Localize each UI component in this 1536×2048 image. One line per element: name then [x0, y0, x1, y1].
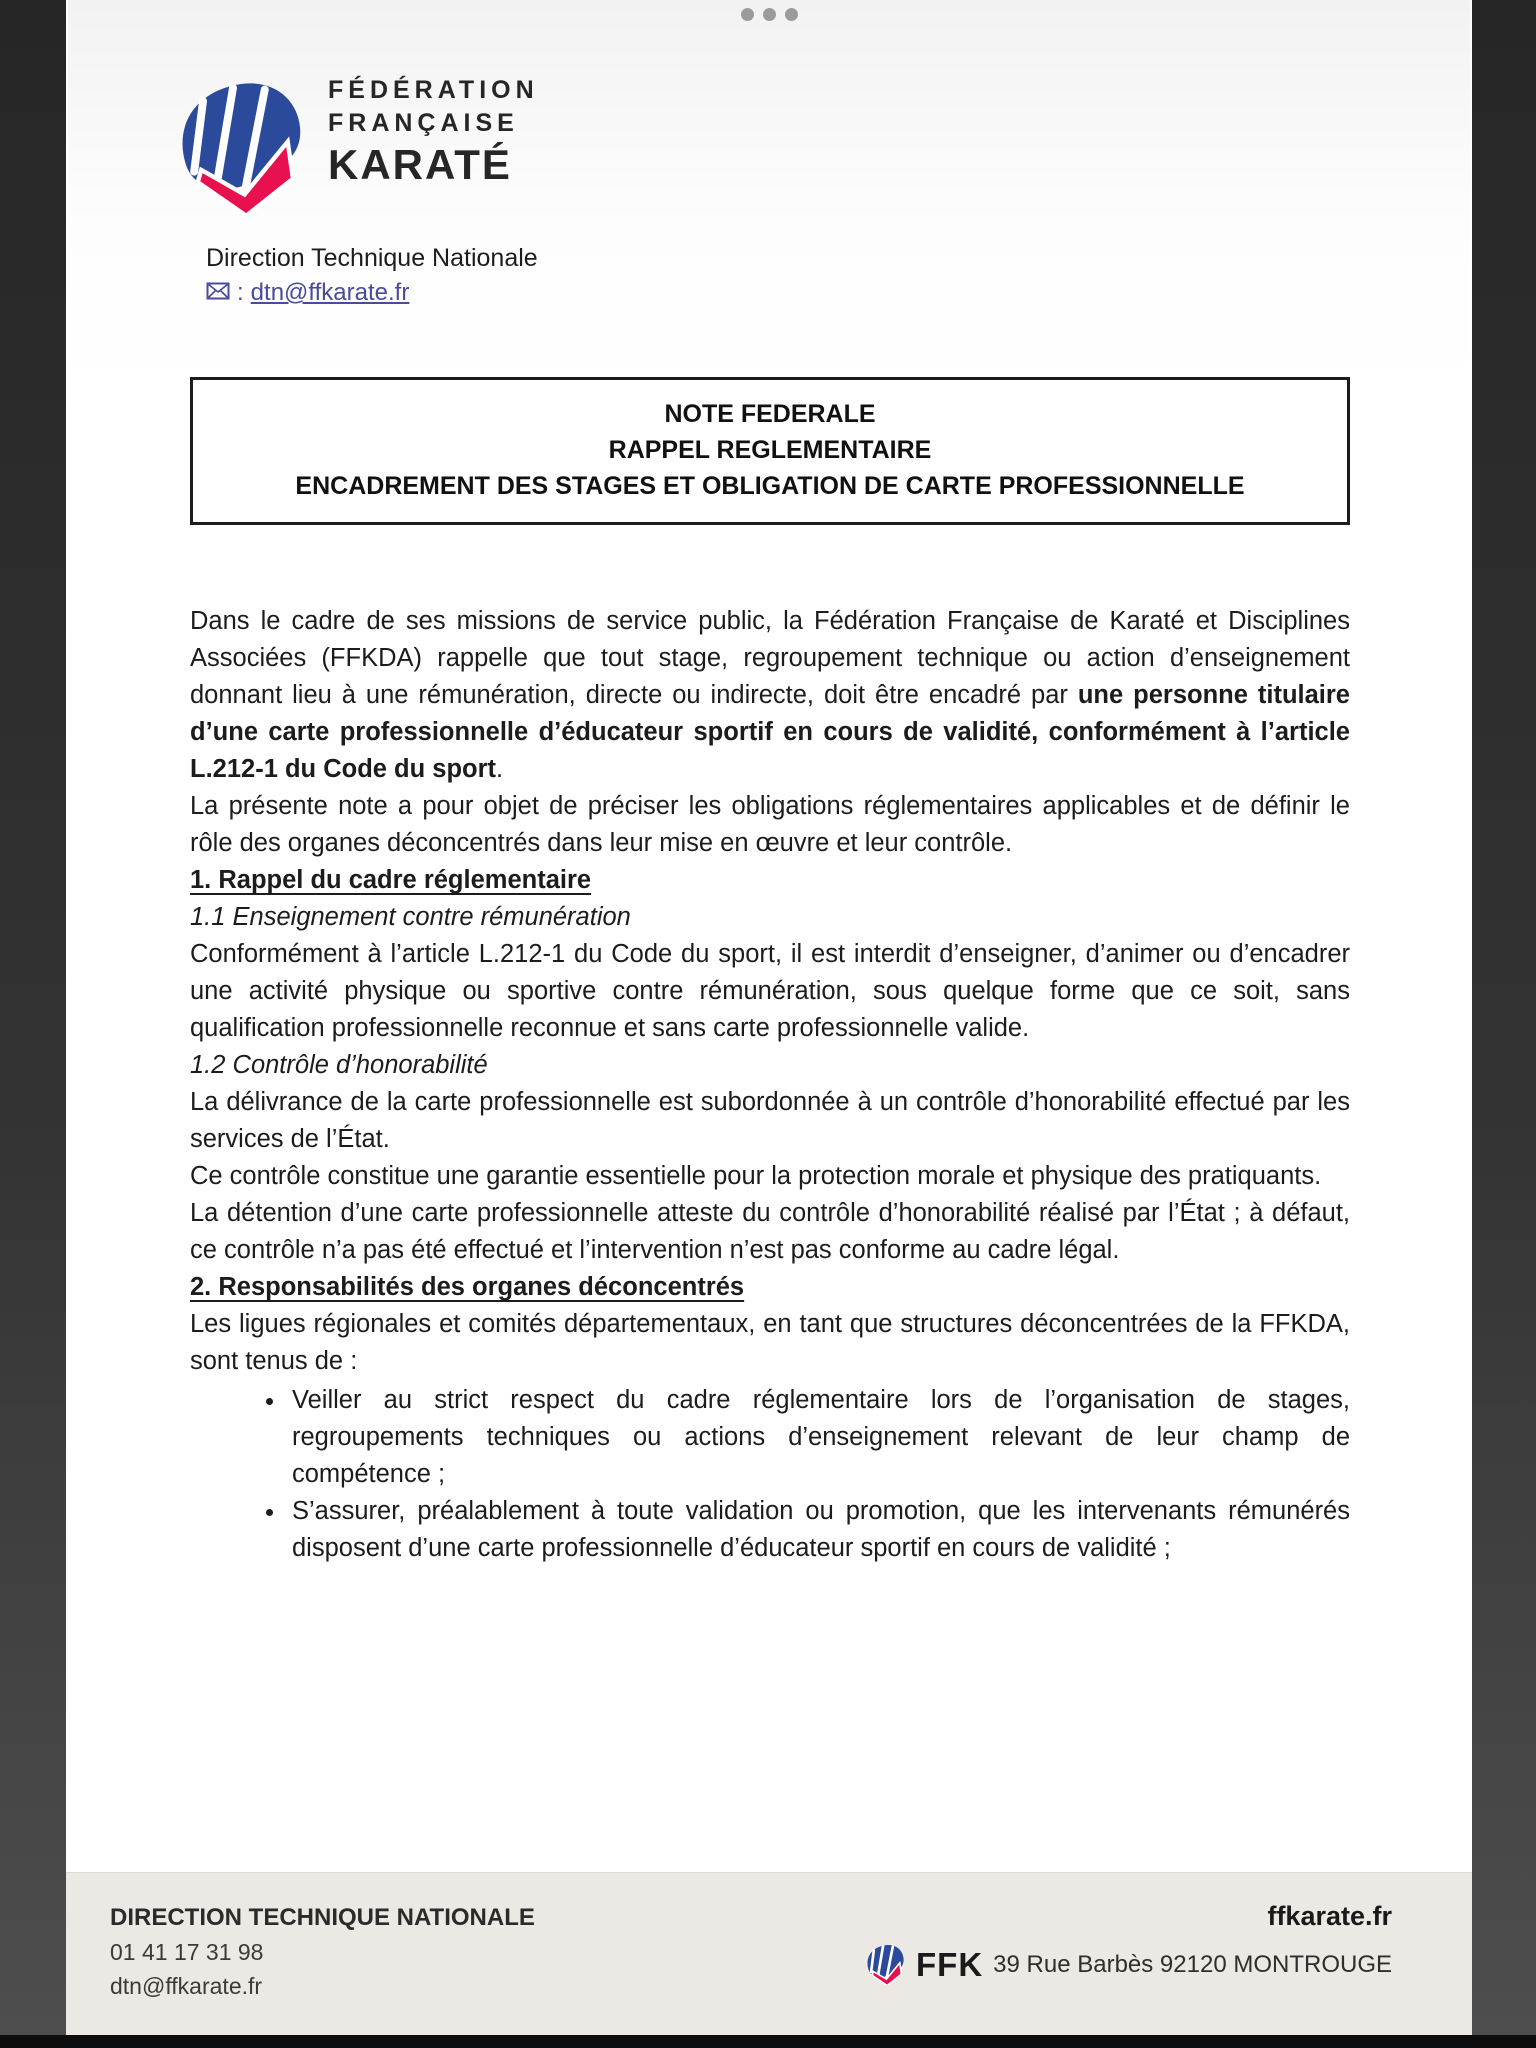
- department-label: Direction Technique Nationale: [206, 244, 538, 272]
- section1-2-paragraph2: Ce contrôle constitue une garantie essentielle pour la protection morale et physique des pratiquants.: [190, 1162, 1322, 1190]
- dot-icon: [763, 8, 776, 21]
- footer-contact-block: [110, 1901, 535, 2003]
- note-title-line3: ENCADREMENT DES STAGES ET OBLIGATION DE CARTE PROFESSIONNELLE: [295, 472, 1245, 500]
- section1-2-paragraph3: La détention d’une carte professionnelle atteste du contrôle d’honorabilité réalisé par l’État ; à défaut, ce contrôle n’a pas été effectué et l’intervention n’est pas conforme au cadre légal.: [190, 1199, 1350, 1264]
- purpose-paragraph: La présente note a pour objet de préciser les obligations réglementaires applicables et de définir le rôle des organes déconcentrés dans leur mise en œuvre et leur contrôle.: [190, 792, 1350, 857]
- header-brand: [158, 64, 1472, 214]
- footer-street-address: 39 Rue Barbès 92120 MONTROUGE: [993, 1950, 1392, 1978]
- section1-1-heading: 1.1 Enseignement contre rémunération: [190, 903, 631, 931]
- intro-text: Dans le cadre de ses missions de service public, la Fédération Française de Karaté et Disciplines Associées (FFKDA) rappelle que tout stage, regroupement technique ou action d’enseignement donnant lieu à une rémunération, directe ou indirecte, doit être encadré par: [190, 607, 1350, 709]
- drag-handle-dots[interactable]: [66, 8, 1472, 21]
- org-wordmark: [328, 74, 539, 188]
- section1-2-heading: 1.2 Contrôle d’honorabilité: [190, 1051, 488, 1079]
- bottom-backdrop: [0, 2035, 1536, 2048]
- footer-email[interactable]: dtn@ffkarate.fr: [110, 1973, 263, 1999]
- footer-address-block: [860, 1901, 1392, 1990]
- section1-2-paragraph1: La délivrance de la carte professionnelle est subordonnée à un contrôle d’honorabilité effectué par les services de l’État.: [190, 1088, 1350, 1153]
- footer-brand-acronym: FFK: [916, 1945, 984, 1983]
- footer-dept-title: DIRECTION TECHNIQUE NATIONALE: [110, 1904, 535, 1931]
- email-separator: :: [237, 279, 244, 306]
- org-name-line1: FÉDÉRATION: [328, 76, 539, 104]
- section2-heading: 2. Responsabilités des organes déconcentrés: [190, 1273, 745, 1301]
- footer-phone: 01 41 17 31 98: [110, 1939, 264, 1965]
- envelope-icon: [206, 279, 230, 307]
- intro-bold-text: une personne titulaire d’une carte professionnelle d’éducateur sportif en cours de validité, conformément à l’article L.212-1 du Code du sport: [190, 681, 1350, 783]
- header-email-link[interactable]: dtn@ffkarate.fr: [250, 279, 410, 306]
- note-title-box: [190, 377, 1350, 525]
- list-item: • Veiller au strict respect du cadre réglementaire lors de l’organisation de stages, regroupements techniques ou actions d’enseignement relevant de leur champ de compétence ;: [286, 1382, 1350, 1493]
- page-footer: [66, 1873, 1472, 2035]
- contact-email-line: [206, 279, 1472, 307]
- intro-period: .: [496, 755, 504, 783]
- left-backdrop: [0, 0, 66, 2035]
- org-name-line3: KARATÉ: [328, 141, 512, 188]
- obligations-list: [190, 1382, 1350, 1567]
- section1-1-paragraph: Conformément à l’article L.212-1 du Code du sport, il est interdit d’enseigner, d’animer ou d’encadrer une activité physique ou sportive contre rémunération, sous quelque forme que ce soit, sans qualification professionnelle reconnue et sans carte professionnelle valide.: [190, 940, 1350, 1042]
- dot-icon: [785, 8, 798, 21]
- note-title-line1: NOTE FEDERALE: [664, 400, 876, 428]
- right-backdrop: [1472, 0, 1536, 2035]
- document-page: [66, 0, 1472, 2035]
- ffk-fist-logo-icon: [158, 64, 308, 214]
- ffk-fist-logo-small-icon: [860, 1939, 906, 1990]
- document-body: [190, 603, 1350, 1567]
- list-item: • S’assurer, préalablement à toute validation ou promotion, que les intervenants rémunérés disposent d’une carte professionnelle d’éducateur sportif en cours de validité ;: [286, 1493, 1350, 1567]
- note-title-line2: RAPPEL REGLEMENTAIRE: [608, 436, 932, 464]
- section1-heading: 1. Rappel du cadre réglementaire: [190, 866, 592, 894]
- org-name-line2: FRANÇAISE: [328, 109, 519, 137]
- section2-intro: Les ligues régionales et comités départementaux, en tant que structures déconcentrées de la FFKDA, sont tenus de :: [190, 1310, 1350, 1375]
- intro-paragraph: [190, 603, 1350, 788]
- dot-icon: [741, 8, 754, 21]
- footer-website[interactable]: ffkarate.fr: [1267, 1901, 1392, 1931]
